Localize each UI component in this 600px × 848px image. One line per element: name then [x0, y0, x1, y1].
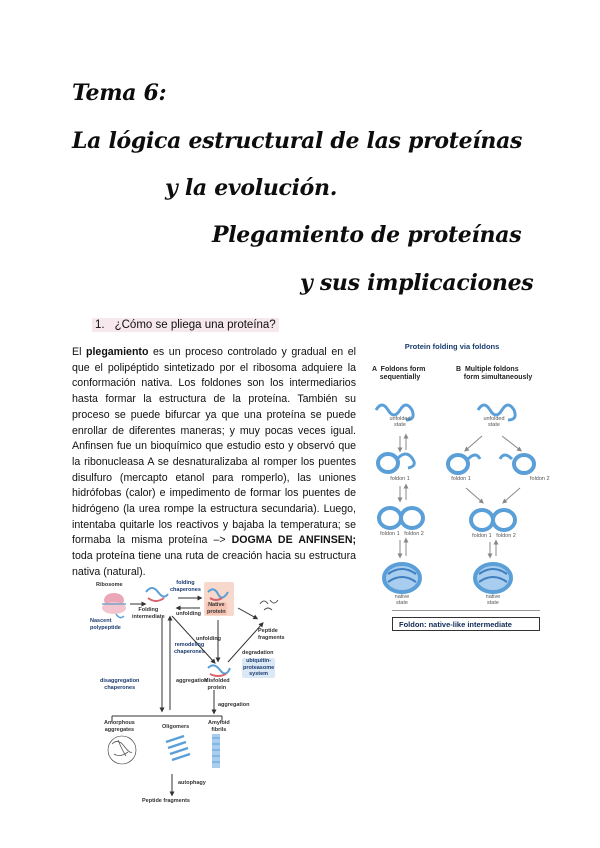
- foldon2-b-shape: [500, 455, 534, 473]
- question-text: ¿Cómo se pliega una proteína?: [114, 319, 276, 331]
- foldon1-b-shape: [448, 455, 480, 473]
- native-b-shape: [475, 564, 511, 592]
- question-item: [92, 318, 279, 332]
- label-folding-chaperones: folding chaperones: [170, 580, 201, 593]
- label-ups: ubiquitin- proteasome system: [243, 658, 275, 677]
- foldon-col-b-heading: B Multiple foldons form simultaneously: [456, 366, 533, 381]
- foldon-caption: Foldon: native-like intermediate: [392, 617, 540, 631]
- para-body: es un proceso controlado y gradual en el que el polipéptido sintetizado por el ribosoma adquiere la conformación nativa. Los foldones son los intermediarios hasta formar la estructura de la proteína. También su proceso se puede bifurcar ya que una proteína se puede enrollar de diferentes maneras; y muy pocas veces igual. Anfinsen fue un bioquímico que estudio esto y observó que la ribonucleasa A se desnaturalizaba al romper los puentes disulfuro (mercapto etanol para romperlo), las uniones hidrófobas (calor) e impedimento de formar los puentes de hidrógeno (la urea rompe la estructura secundaria). Luego, intentaba quitarle los reactivos y bajaba la temperatura; se formaba la misma proteína –>: [72, 346, 356, 547]
- title-line-2: La lógica estructural de las proteínas: [72, 128, 523, 154]
- label-unfolding-2: unfolding: [196, 636, 222, 642]
- protein-fate-figure: [82, 578, 302, 810]
- label-unfolded-a: unfolded state: [389, 416, 411, 428]
- label-peptide-fragments-bottom: Peptide fragments: [142, 798, 190, 804]
- foldon-divider: [392, 610, 540, 611]
- label-disaggregation: disaggregation chaperones: [100, 678, 140, 691]
- label-remodeling: remodeling chaperones: [174, 642, 205, 655]
- para-intro: El: [72, 346, 87, 358]
- label-autophagy: autophagy: [178, 780, 206, 786]
- label-folding-intermediate: Folding intermediate: [132, 607, 165, 620]
- label-degradation: degradation: [242, 650, 274, 656]
- amyloid-fibril-shape: [212, 734, 220, 768]
- label-amyloid: Amyloid fibrils: [208, 720, 230, 733]
- foldon-col-a-heading: A Foldons form sequentially: [372, 366, 426, 381]
- amorphous-aggregate-shape: [108, 736, 136, 764]
- foldon12-a-shape: [379, 508, 423, 528]
- foldon-figure-title: Protein folding via foldons: [404, 342, 500, 351]
- label-aggregation-2: aggregation: [218, 702, 250, 708]
- foldon1-a-shape: [378, 454, 414, 472]
- label-native-b: native state: [485, 594, 501, 606]
- label-unfolded-b: unfolded state: [483, 416, 505, 428]
- foldon-diagram: [362, 338, 542, 608]
- title-line-5: y sus implicaciones: [300, 270, 534, 296]
- body-paragraph: [72, 345, 356, 581]
- native-a-shape: [384, 564, 420, 592]
- misfolded-protein-shape: [208, 665, 230, 676]
- label-native-protein: Native protein: [207, 602, 226, 615]
- label-peptide-fragments-top: Peptide fragments: [258, 628, 285, 641]
- question-number: 1.: [95, 319, 105, 331]
- label-foldon1-a: foldon 1: [390, 476, 410, 482]
- label-aggregation-1: aggregation: [176, 678, 208, 684]
- label-misfolded: Misfolded protein: [204, 678, 230, 691]
- title-line-4: Plegamiento de proteínas: [212, 222, 522, 248]
- peptide-fragments-top-shape: [260, 600, 278, 610]
- label-native-a: native state: [394, 594, 410, 606]
- label-foldon12-b: foldon 1 foldon 2: [472, 533, 516, 539]
- foldon-figure: [362, 338, 550, 638]
- para-term: plegamiento: [86, 346, 149, 358]
- label-amorphous: Amorphous aggregates: [104, 720, 135, 733]
- label-foldon12-a: foldon 1 foldon 2: [380, 531, 424, 537]
- para-ending: toda proteína tiene una ruta de creación hacia su estructura nativa (natural).: [72, 550, 356, 578]
- foldon12-b-shape: [471, 510, 515, 530]
- label-unfolding: unfolding: [176, 611, 202, 617]
- ribosome-shape: [102, 593, 126, 618]
- title-line-3: y la evolución.: [165, 175, 338, 201]
- label-nascent: Nascent polypeptide: [90, 618, 121, 631]
- oligomers-shape: [166, 736, 190, 760]
- para-dogma: DOGMA DE ANFINSEN;: [231, 534, 357, 547]
- label-ribosome: Ribosome: [96, 582, 123, 588]
- title-line-1: Tema 6:: [72, 80, 167, 106]
- label-foldon1-b: foldon 1: [451, 476, 471, 482]
- label-foldon2-b: foldon 2: [530, 476, 550, 482]
- label-oligomers: Oligomers: [162, 724, 190, 730]
- folding-intermediate-shape: [146, 588, 168, 601]
